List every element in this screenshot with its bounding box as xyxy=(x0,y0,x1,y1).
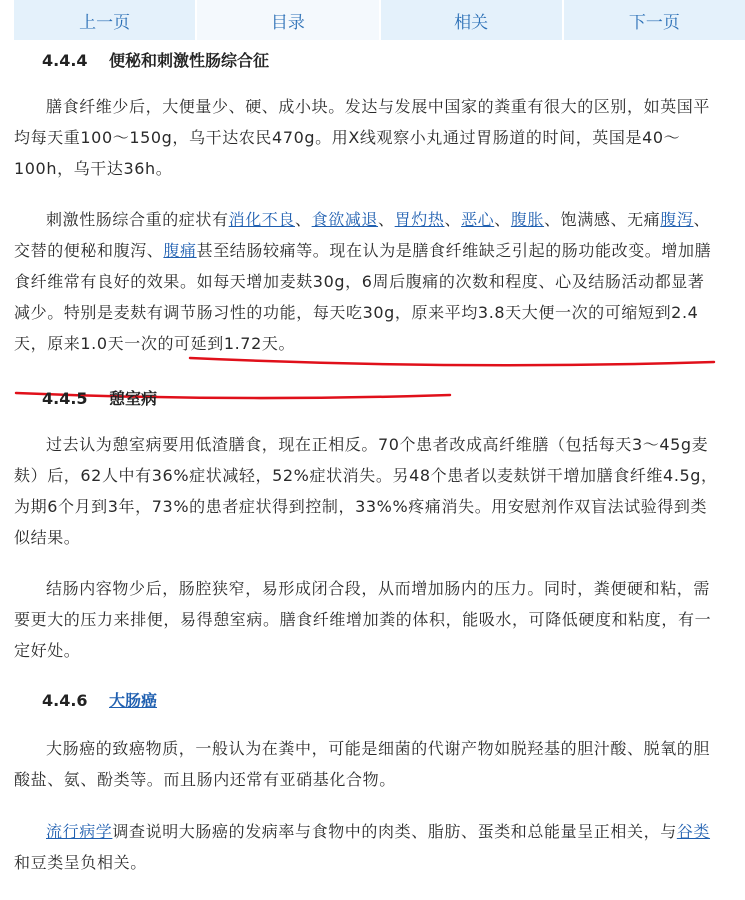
paragraph: 大肠癌的致癌物质，一般认为在粪中，可能是细菌的代谢产物如脱羟基的胆汁酸、脱氧的胆酸盐、氨、酚类等。而且肠内还常有亚硝基化合物。 xyxy=(14,739,711,789)
paragraph: 结肠内容物少后，肠腔狭窄，易形成闭合段，从而增加肠内的压力。同时，粪便硬和粘，需要更大的压力来排便，易得憩室病。膳食纤维增加粪的体积，能吸水，可降低硬度和粘度，有一定好处。 xyxy=(14,579,712,660)
section-heading-diverticulosis xyxy=(14,386,157,409)
section-title: 憩室病 xyxy=(109,389,158,408)
next-page-button[interactable]: 下一页 xyxy=(564,0,745,40)
section-number: 4.4.5 xyxy=(42,389,88,408)
link-cereals[interactable]: 谷类 xyxy=(676,822,711,841)
link-appetite-loss[interactable]: 食欲减退 xyxy=(311,210,379,229)
link-heartburn[interactable]: 胃灼热 xyxy=(394,210,445,229)
page-navigation xyxy=(14,0,745,40)
red-highlight-underline xyxy=(14,40,719,440)
related-button[interactable]: 相关 xyxy=(381,0,564,40)
prev-page-button[interactable]: 上一页 xyxy=(14,0,197,40)
paragraph-epidemiology: 流行病学调查说明大肠癌的发病率与食物中的肉类、脂肪、蛋类和总能量呈正相关，与谷类和豆类呈负相关。 xyxy=(14,822,711,872)
link-epidemiology[interactable]: 流行病学 xyxy=(46,822,113,841)
link-nausea[interactable]: 恶心 xyxy=(461,210,495,229)
section-heading-colorectal-cancer xyxy=(14,688,157,711)
paragraph: 膳食纤维少后，大便量少、硬、成小块。发达与发展中国家的粪重有很大的区别，如英国平均每天重100～150g，乌干达农民470g。用X线观察小丸通过胃肠道的时间，英国是40～100h，乌干达36h。 xyxy=(14,97,711,178)
link-bloating[interactable]: 腹胀 xyxy=(510,210,545,229)
highlighted-text: 特别是麦麸有调节肠习性的功能，每天吃30g，原来平均3.8天大便一次的可缩短到2.4天，原来1.0天一次的可延到1.72天。 xyxy=(14,303,699,353)
section-number: 4.4.6 xyxy=(42,691,88,710)
link-indigestion[interactable]: 消化不良 xyxy=(228,210,296,229)
link-colorectal-cancer[interactable]: 大肠癌 xyxy=(109,691,158,710)
section-title: 便秘和刺激性肠综合征 xyxy=(109,51,270,70)
paragraph-ibs: 刺激性肠综合重的症状有消化不良、食欲减退、胃灼热、恶心、腹胀、饱满感、无痛腹泻、交替的便秘和腹泻、腹痛甚至结肠较痛等。现在认为是膳食纤维缺乏引起的肠功能改变。增加膳食纤维常有良好的效果。如每天增加麦麸30g，6周后腹痛的次数和程度、心及结肠活动都显著减少。特别是麦麸有调节肠习性的功能，每天吃30g，原来平均3.8天大便一次的可缩短到2.4天，原来1.0天一次的可延到1.72天。 xyxy=(14,210,712,353)
toc-button[interactable]: 目录 xyxy=(197,0,380,40)
highlight-line-1 xyxy=(190,358,714,365)
paragraph: 过去认为憩室病要用低渣膳食，现在正相反。70个患者改成高纤维膳（包括每天3～45g麦麸）后，62人中有36%症状减轻，52%症状消失。另48个患者以麦麸饼干增加膳食纤维4.5g，为期6个月到3年，73%的患者症状得到控制，33%%疼痛消失。用安慰剂作双盲法试验得到类似结果。 xyxy=(14,435,718,547)
link-abdominal-pain[interactable]: 腹痛 xyxy=(163,241,197,260)
link-diarrhea[interactable]: 腹泻 xyxy=(660,210,694,229)
section-number: 4.4.4 xyxy=(42,51,88,70)
